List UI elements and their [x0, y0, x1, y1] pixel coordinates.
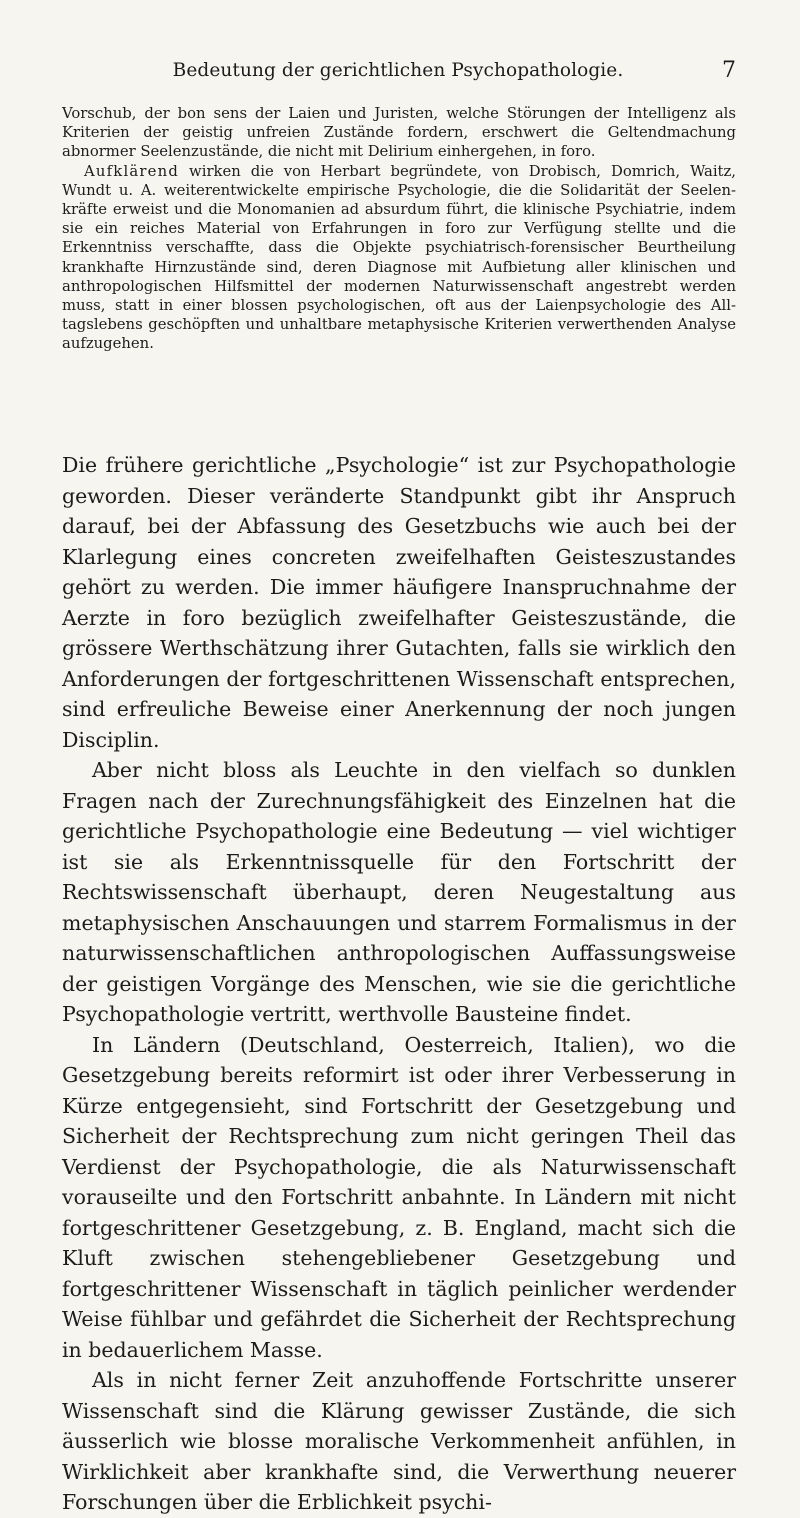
main-paragraph-4: Als in nicht ferner Zeit anzuhoffende Fortschritte unserer Wissenschaft sind die Klärung gewisser Zustände, die sich äusserlich wie blosse moralische Verkommenheit anfühlen, in Wirklichkeit aber krankhafte sind, die Verwerthung neuerer Forschungen über die Erblichkeit psychi- [62, 1368, 736, 1514]
page-number: 7 [722, 58, 736, 83]
main-text-block [62, 450, 736, 1518]
small-paragraph-2 [62, 162, 736, 354]
main-paragraph-1: Die frühere gerichtliche „Psychologie“ ist zur Psychopathologie geworden. Dieser veränderte Standpunkt gibt ihr Anspruch darauf, bei der Abfassung des Gesetzbuchs wie auch bei der Klarlegung eines concreten zweifelhaften Geisteszustandes gehört zu werden. Die immer häufigere Inanspruchnahme der Aerzte in foro bezüglich zweifelhafter Geisteszustände, die grössere Werthschätzung ihrer Gutachten, falls sie wirklich den Anforderungen der fortgeschrittenen Wissenschaft entsprechen, sind erfreuliche Beweise einer Anerkennung der noch jungen Disciplin. [62, 453, 736, 752]
running-title: Bedeutung der gerichtlichen Psychopathologie. [172, 60, 624, 81]
main-paragraph-2: Aber nicht bloss als Leuchte in den vielfach so dunklen Fragen nach der Zurechnungsfähigkeit des Einzelnen hat die gerichtliche Psychopathologie eine Bedeutung — viel wichtiger ist sie als Erkenntnissquelle für den Fortschritt der Rechtswissenschaft überhaupt, deren Neugestaltung aus metaphysischen Anschauungen und starrem Formalismus in der naturwissenschaftlichen anthropologischen Auffassungsweise der geistigen Vorgänge des Menschen, wie sie die gerichtliche Psychopathologie vertritt, werthvolle Bausteine findet. [62, 758, 736, 1026]
small-print-block [62, 104, 736, 354]
spaced-lead-word: Aufklärend [84, 162, 180, 180]
small-paragraph-1: Vorschub, der bon sens der Laien und Juristen, welche Störungen der Intelligenz als Kriterien der geistig unfreien Zustände fordern, erschwert die Geltendmachung abnormer Seelenzustände, die nicht mit Delirium einhergehen, in foro. [62, 105, 736, 161]
running-head [60, 60, 736, 90]
main-paragraph-3: In Ländern (Deutschland, Oesterreich, Italien), wo die Gesetzgebung bereits reformirt ist oder ihrer Verbesserung in Kürze entgegensieht, sind Fortschritt der Gesetzgebung und Sicherheit der Rechtsprechung zum nicht geringen Theil das Verdienst der Psychopathologie, die als Naturwissenschaft vorauseilte und den Fortschritt anbahnte. In Ländern mit nicht fortgeschrittener Gesetzgebung, z. B. England, macht sich die Kluft zwischen stehengebliebener Gesetzgebung und fortgeschrittener Wissenschaft in täglich peinlicher werdender Weise fühlbar und gefährdet die Sicherheit der Rechtsprechung in bedauerlichem Masse. [62, 1032, 736, 1362]
small-paragraph-2-text: wirken die von Herbart begründete, von Drobisch, Domrich, Waitz, Wundt u. A. weiterentwickelte empirische Psychologie, die die Solidarität der Seelenkräfte erweist und die Monomanien ad absurdum führt, die klinische Psychiatrie, indem sie ein reiches Material von Erfahrungen in foro zur Verfügung stellte und die Erkenntniss verschaffte, dass die Objekte psychiatrisch-forensischer Beurtheilung krankhafte Hirnzustände sind, deren Diagnose mit Aufbietung aller klinischen und anthropologischen Hilfsmittel der modernen Naturwissenschaft angestrebt werden muss, statt in einer blossen psychologischen, oft aus der Laienpsychologie des Alltagslebens geschöpften und unhaltbare metaphysische Kriterien verwerthenden Analyse aufzugehen. [62, 162, 736, 353]
